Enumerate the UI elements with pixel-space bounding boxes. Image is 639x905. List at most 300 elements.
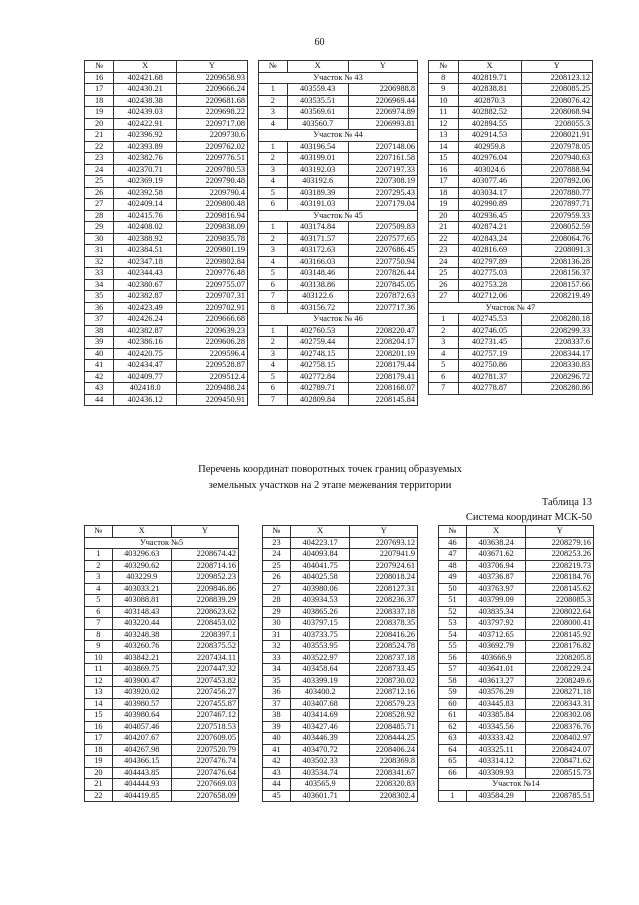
table-row	[429, 291, 593, 303]
x-coordinate: 402745.53	[458, 314, 521, 326]
point-number: 45	[263, 790, 291, 802]
point-number: 5	[259, 187, 288, 199]
x-coordinate: 403560.7	[287, 118, 348, 130]
y-coordinate: 2209450.91	[176, 394, 247, 406]
y-coordinate: 2207826.44	[348, 268, 417, 280]
table-row	[85, 348, 248, 360]
x-coordinate: 402748.15	[287, 348, 348, 360]
y-coordinate: 2208091.3	[521, 245, 593, 257]
y-coordinate: 2209800.48	[176, 199, 247, 211]
point-number: 2	[429, 325, 459, 337]
table-row	[429, 153, 593, 165]
table-row	[85, 629, 239, 641]
x-coordinate: 402430.21	[114, 84, 177, 96]
y-coordinate: 2208168.07	[348, 383, 417, 395]
y-coordinate: 2209702.91	[176, 302, 247, 314]
plot-section-row	[259, 72, 418, 84]
point-number: 23	[85, 153, 114, 165]
table-row	[439, 549, 594, 561]
table-row	[85, 721, 239, 733]
point-number: 51	[439, 595, 467, 607]
y-coordinate: 2207669.03	[171, 779, 238, 791]
y-coordinate: 2207888.94	[521, 164, 593, 176]
point-number: 1	[259, 84, 288, 96]
table-row	[263, 652, 418, 664]
table-row	[429, 383, 593, 395]
y-coordinate: 2208176.82	[526, 641, 594, 653]
table-row	[85, 383, 248, 395]
point-number: 26	[263, 572, 291, 584]
table-row	[259, 95, 418, 107]
table-row	[259, 199, 418, 211]
point-number: 34	[85, 279, 114, 291]
x-coordinate: 403671.62	[466, 549, 526, 561]
plot-section-row	[259, 314, 418, 326]
table-row	[429, 95, 593, 107]
table-row	[259, 187, 418, 199]
x-coordinate: 403199.01	[287, 153, 348, 165]
table-row	[263, 779, 418, 791]
x-coordinate: 403309.93	[466, 767, 526, 779]
table-row	[263, 721, 418, 733]
table-row	[439, 710, 594, 722]
y-coordinate: 2207456.27	[171, 687, 238, 699]
y-coordinate: 2208375.52	[171, 641, 238, 653]
point-number: 12	[429, 118, 459, 130]
x-coordinate: 403122.6	[287, 291, 348, 303]
table-row	[439, 721, 594, 733]
point-number: 6	[429, 371, 459, 383]
point-number: 31	[85, 245, 114, 257]
plot-label: Участок № 46	[259, 314, 418, 326]
y-coordinate: 2208280.18	[521, 314, 593, 326]
y-coordinate: 2206993.81	[348, 118, 417, 130]
x-coordinate: 403385.84	[466, 710, 526, 722]
table-row	[85, 314, 248, 326]
point-number: 63	[439, 733, 467, 745]
point-number: 53	[439, 618, 467, 630]
x-coordinate: 403034.17	[458, 187, 521, 199]
y-coordinate: 2208737.18	[350, 652, 418, 664]
x-coordinate: 403148.46	[287, 268, 348, 280]
point-number: 9	[85, 641, 113, 653]
y-coordinate: 2209666.24	[176, 84, 247, 96]
point-number: 18	[85, 95, 114, 107]
table-row	[429, 130, 593, 142]
x-coordinate: 402760.53	[287, 325, 348, 337]
table-row	[439, 652, 594, 664]
point-number: 10	[85, 652, 113, 664]
x-coordinate: 402781.37	[458, 371, 521, 383]
point-number: 36	[85, 302, 114, 314]
x-coordinate: 402382.76	[114, 153, 177, 165]
table-row	[429, 268, 593, 280]
x-coordinate: 402434.47	[114, 360, 177, 372]
point-number: 11	[85, 664, 113, 676]
point-number: 35	[85, 291, 114, 303]
x-coordinate: 403399.19	[290, 675, 350, 687]
table-row	[85, 95, 248, 107]
x-coordinate: 402778.87	[458, 383, 521, 395]
y-coordinate: 2209838.09	[176, 222, 247, 234]
x-coordinate: 402347.18	[114, 256, 177, 268]
table-row	[85, 767, 239, 779]
y-coordinate: 2209717.08	[176, 118, 247, 130]
header-row	[85, 61, 248, 73]
table-row	[85, 572, 239, 584]
x-coordinate: 402409.14	[114, 199, 177, 211]
y-coordinate: 2208471.62	[526, 756, 594, 768]
table-row	[85, 549, 239, 561]
x-coordinate: 404366.15	[112, 756, 171, 768]
point-number: 4	[85, 583, 113, 595]
table-row	[429, 199, 593, 211]
table-row	[85, 222, 248, 234]
point-number: 19	[85, 107, 114, 119]
y-coordinate: 2208406.24	[350, 744, 418, 756]
point-number: 34	[263, 664, 291, 676]
x-coordinate: 403400.2	[290, 687, 350, 699]
point-number: 57	[439, 664, 467, 676]
x-coordinate: 402819.71	[458, 72, 521, 84]
point-number: 17	[85, 733, 113, 745]
table-row	[429, 245, 593, 257]
x-coordinate: 402731.45	[458, 337, 521, 349]
x-coordinate: 402870.3	[458, 95, 521, 107]
x-coordinate: 402393.89	[114, 141, 177, 153]
point-number: 55	[439, 641, 467, 653]
table-row	[429, 360, 593, 372]
y-coordinate: 2207520.79	[171, 744, 238, 756]
y-coordinate: 2208579.23	[350, 698, 418, 710]
point-number: 35	[263, 675, 291, 687]
x-coordinate: 403559.43	[287, 84, 348, 96]
point-number: 6	[259, 199, 288, 211]
table-row	[263, 710, 418, 722]
y-coordinate: 2208485.71	[350, 721, 418, 733]
x-coordinate: 403333.42	[466, 733, 526, 745]
y-coordinate: 2207941.9	[350, 549, 418, 561]
point-number: 48	[439, 560, 467, 572]
col-number-header: №	[85, 61, 114, 73]
x-coordinate: 403980.64	[112, 710, 171, 722]
y-coordinate: 2207750.94	[348, 256, 417, 268]
point-number: 37	[85, 314, 114, 326]
point-number: 16	[85, 72, 114, 84]
y-coordinate: 2207686.45	[348, 245, 417, 257]
x-coordinate: 403733.75	[290, 629, 350, 641]
table-row	[259, 84, 418, 96]
plot-section-row	[259, 130, 418, 142]
point-number: 42	[85, 371, 114, 383]
y-coordinate: 2208733.45	[350, 664, 418, 676]
point-number: 6	[85, 606, 113, 618]
x-coordinate: 403171.57	[287, 233, 348, 245]
point-number: 27	[429, 291, 459, 303]
table-row	[85, 710, 239, 722]
x-coordinate: 403325.11	[466, 744, 526, 756]
point-number: 19	[429, 199, 459, 211]
table-row	[259, 107, 418, 119]
point-number: 43	[85, 383, 114, 395]
y-coordinate: 2209816.94	[176, 210, 247, 222]
x-coordinate: 402396.92	[114, 130, 177, 142]
y-coordinate: 2208205.8	[526, 652, 594, 664]
y-coordinate: 2208337.6	[521, 337, 593, 349]
x-coordinate: 403446.39	[290, 733, 350, 745]
point-number: 13	[429, 130, 459, 142]
x-coordinate: 404025.58	[290, 572, 350, 584]
point-number: 1	[85, 549, 113, 561]
point-number: 1	[439, 790, 467, 802]
point-number: 7	[85, 618, 113, 630]
table-row	[85, 606, 239, 618]
table-row	[429, 279, 593, 291]
point-number: 3	[429, 337, 459, 349]
x-coordinate: 404093.84	[290, 549, 350, 561]
point-number: 2	[259, 95, 288, 107]
x-coordinate: 402386.16	[114, 337, 177, 349]
y-coordinate: 2208712.16	[350, 687, 418, 699]
point-number: 3	[259, 245, 288, 257]
x-coordinate: 403980.06	[290, 583, 350, 595]
point-number: 31	[263, 629, 291, 641]
x-coordinate: 402789.71	[287, 383, 348, 395]
point-number: 60	[439, 698, 467, 710]
x-coordinate: 403427.46	[290, 721, 350, 733]
x-coordinate: 402990.89	[458, 199, 521, 211]
point-number: 1	[259, 325, 288, 337]
y-coordinate: 2208219.73	[526, 560, 594, 572]
table-row	[85, 733, 239, 745]
x-coordinate: 403166.03	[287, 256, 348, 268]
table-row	[85, 583, 239, 595]
x-coordinate: 403192.6	[287, 176, 348, 188]
table-row	[263, 744, 418, 756]
y-coordinate: 2209707.31	[176, 291, 247, 303]
point-number: 24	[429, 256, 459, 268]
point-number: 15	[429, 153, 459, 165]
plot-label: Участок № 44	[259, 130, 418, 142]
x-coordinate: 403869.75	[112, 664, 171, 676]
x-coordinate: 403712.65	[466, 629, 526, 641]
table-row	[263, 595, 418, 607]
x-coordinate: 403248.38	[112, 629, 171, 641]
table-row	[259, 245, 418, 257]
point-number: 20	[429, 210, 459, 222]
x-coordinate: 403576.29	[466, 687, 526, 699]
point-number: 6	[259, 383, 288, 395]
table-row	[85, 210, 248, 222]
y-coordinate: 2209780.53	[176, 164, 247, 176]
point-number: 5	[259, 268, 288, 280]
y-coordinate: 2208424.07	[526, 744, 594, 756]
table-row	[85, 652, 239, 664]
y-coordinate: 2208201.19	[348, 348, 417, 360]
table-row	[259, 325, 418, 337]
y-coordinate: 2208204.17	[348, 337, 417, 349]
table-row	[429, 325, 593, 337]
y-coordinate: 2209776.51	[176, 153, 247, 165]
x-coordinate: 402415.76	[114, 210, 177, 222]
table-row	[263, 664, 418, 676]
table-row	[259, 291, 418, 303]
y-coordinate: 2207148.06	[348, 141, 417, 153]
x-coordinate: 403666.9	[466, 652, 526, 664]
y-coordinate: 2208156.37	[521, 268, 593, 280]
x-coordinate: 402838.81	[458, 84, 521, 96]
x-coordinate: 402439.03	[114, 107, 177, 119]
y-coordinate: 2208402.97	[526, 733, 594, 745]
table-row	[263, 606, 418, 618]
table-row	[85, 394, 248, 406]
x-coordinate: 402369.19	[114, 176, 177, 188]
table-row	[85, 118, 248, 130]
point-number: 1	[429, 314, 459, 326]
table-row	[429, 176, 593, 188]
y-coordinate: 2208179.44	[348, 360, 417, 372]
y-coordinate: 2208085.25	[521, 84, 593, 96]
x-coordinate: 403638.24	[466, 537, 526, 549]
x-coordinate: 403192.03	[287, 164, 348, 176]
y-coordinate: 2208302.08	[526, 710, 594, 722]
point-number: 3	[259, 107, 288, 119]
point-number: 26	[85, 187, 114, 199]
table-row	[429, 371, 593, 383]
point-number: 40	[263, 733, 291, 745]
y-coordinate: 2207518.53	[171, 721, 238, 733]
x-coordinate: 403535.51	[287, 95, 348, 107]
point-number: 7	[429, 383, 459, 395]
plot-section-row	[259, 210, 418, 222]
table-row	[429, 164, 593, 176]
table-row	[85, 618, 239, 630]
y-coordinate: 2209596.4	[176, 348, 247, 360]
x-coordinate: 403345.56	[466, 721, 526, 733]
point-number: 24	[85, 164, 114, 176]
x-coordinate: 403565.9	[290, 779, 350, 791]
point-number: 49	[439, 572, 467, 584]
point-number: 44	[263, 779, 291, 791]
table-row	[85, 325, 248, 337]
point-number: 50	[439, 583, 467, 595]
y-coordinate: 2207693.12	[350, 537, 418, 549]
y-coordinate: 2207434.11	[171, 652, 238, 664]
y-coordinate: 2209639.23	[176, 325, 247, 337]
y-coordinate: 2207308.19	[348, 176, 417, 188]
x-coordinate: 404057.46	[112, 721, 171, 733]
x-coordinate: 404041.75	[290, 560, 350, 572]
y-coordinate: 2208022.64	[526, 606, 594, 618]
y-coordinate: 2207959.33	[521, 210, 593, 222]
x-coordinate: 403763.97	[466, 583, 526, 595]
x-coordinate: 402712.06	[458, 291, 521, 303]
x-coordinate: 402408.02	[114, 222, 177, 234]
table-label: Таблица 13	[541, 497, 592, 508]
point-number: 39	[85, 337, 114, 349]
col-number-header: №	[259, 61, 288, 73]
table-row	[263, 618, 418, 630]
table-row	[439, 572, 594, 584]
x-coordinate: 402759.44	[287, 337, 348, 349]
table-row	[439, 698, 594, 710]
x-coordinate: 402757.19	[458, 348, 521, 360]
x-coordinate: 402384.51	[114, 245, 177, 257]
table-row	[439, 756, 594, 768]
col-number-header: №	[429, 61, 459, 73]
point-number: 3	[259, 164, 288, 176]
y-coordinate: 2207476.64	[171, 767, 238, 779]
x-coordinate: 403260.76	[112, 641, 171, 653]
y-coordinate: 2208785.51	[526, 790, 594, 802]
table-row	[85, 744, 239, 756]
table-row	[85, 141, 248, 153]
x-coordinate: 403445.83	[466, 698, 526, 710]
x-coordinate: 402816.69	[458, 245, 521, 257]
table-row	[439, 733, 594, 745]
point-number: 13	[85, 687, 113, 699]
x-coordinate: 403613.27	[466, 675, 526, 687]
plot-section-row	[439, 779, 594, 791]
point-number: 6	[259, 279, 288, 291]
point-number: 7	[259, 394, 288, 406]
point-number: 5	[85, 595, 113, 607]
x-coordinate: 403172.63	[287, 245, 348, 257]
point-number: 24	[263, 549, 291, 561]
y-coordinate: 2206988.8	[348, 84, 417, 96]
point-number: 37	[263, 698, 291, 710]
x-coordinate: 404207.67	[112, 733, 171, 745]
table-row	[439, 629, 594, 641]
header-row	[263, 526, 418, 538]
table-row	[263, 675, 418, 687]
x-coordinate: 403290.62	[112, 560, 171, 572]
plot-label: Участок № 47	[429, 302, 593, 314]
y-coordinate: 2209606.28	[176, 337, 247, 349]
point-number: 41	[85, 360, 114, 372]
point-number: 7	[259, 291, 288, 303]
y-coordinate: 2208341.67	[350, 767, 418, 779]
x-coordinate: 403024.6	[458, 164, 521, 176]
y-coordinate: 2208296.72	[521, 371, 593, 383]
y-coordinate: 2207609.05	[171, 733, 238, 745]
table-row	[85, 302, 248, 314]
y-coordinate: 2208714.16	[171, 560, 238, 572]
page-number: 60	[314, 37, 325, 48]
col-y-header: Y	[171, 526, 238, 538]
y-coordinate: 2208279.16	[526, 537, 594, 549]
y-coordinate: 2207161.58	[348, 153, 417, 165]
point-number: 20	[85, 118, 114, 130]
table-row	[259, 302, 418, 314]
table-row	[85, 675, 239, 687]
col-y-header: Y	[521, 61, 593, 73]
point-number: 25	[429, 268, 459, 280]
point-number: 9	[429, 84, 459, 96]
x-coordinate: 402422.91	[114, 118, 177, 130]
table-row	[263, 583, 418, 595]
table-row	[85, 279, 248, 291]
x-coordinate: 402746.05	[458, 325, 521, 337]
point-number: 29	[263, 606, 291, 618]
x-coordinate: 403980.57	[112, 698, 171, 710]
table-row	[439, 606, 594, 618]
x-coordinate: 403934.53	[290, 595, 350, 607]
x-coordinate: 403148.43	[112, 606, 171, 618]
header-row	[429, 61, 593, 73]
table-row	[439, 595, 594, 607]
table-row	[85, 130, 248, 142]
